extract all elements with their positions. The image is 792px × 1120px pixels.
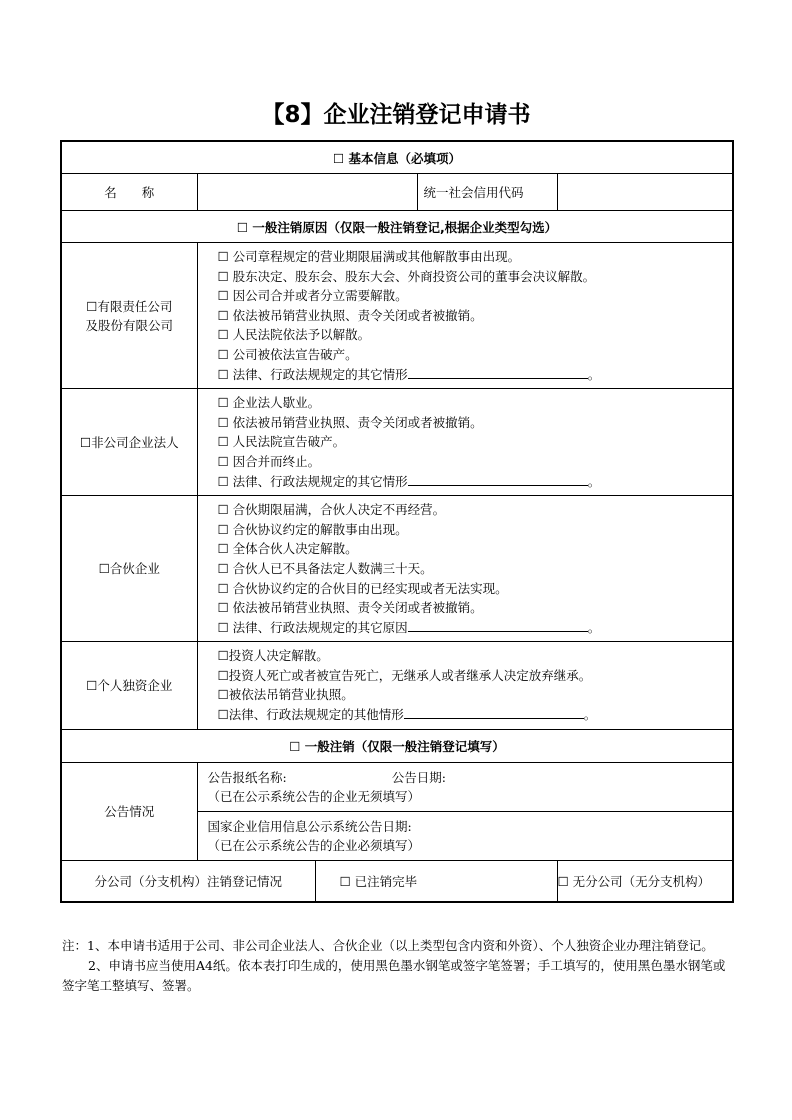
reason-option[interactable]: ☐投资人死亡或者被宣告死亡，无继承人或者继承人决定放弃继承。 (217, 667, 592, 683)
reason-option[interactable]: ☐ 股东决定、股东会、股东大会、外商投资公司的董事会决议解散。 (217, 268, 596, 284)
reason-option[interactable]: ☐法律、行政法规规定的其他情形 。 (217, 707, 597, 723)
reason-option[interactable]: ☐ 合伙协议约定的解散事由出现。 (217, 521, 408, 537)
system-date-cell[interactable] (197, 811, 733, 860)
reason-option[interactable]: ☐ 合伙期限届满，合伙人决定不再经营。 (217, 502, 446, 518)
reason-option[interactable]: ☐ 全体合伙人决定解散。 (217, 541, 358, 557)
reasons-header-main: ☐ 一般注销原因 (236, 219, 328, 235)
reasons-header[interactable] (61, 211, 733, 243)
newspaper-note: （已在公示系统公告的企业无须填写） (207, 788, 421, 804)
reason-group-row (61, 389, 733, 496)
reason-option[interactable]: ☐ 人民法院宣告破产。 (217, 434, 346, 450)
note-2: 2、申请书应当使用A4纸。依本表打印生成的，使用黑色墨水钢笔或签字笔签署；手工填写的，使用黑色墨水钢笔或签字笔工整填写、签署。 (62, 958, 726, 993)
reason-option[interactable]: ☐ 合伙人已不具备法定人数满三十天。 (217, 560, 433, 576)
reason-option[interactable]: ☐ 合伙协议约定的合伙目的已经实现或者无法实现。 (217, 580, 508, 596)
reason-options (197, 389, 733, 496)
other-reason-blank[interactable] (404, 705, 584, 719)
reason-option[interactable]: ☐ 法律、行政法规规定的其它原因 。 (217, 619, 601, 635)
other-reason-blank[interactable] (408, 472, 588, 486)
reason-option[interactable]: ☐ 依法被吊销营业执照、责令关闭或者被撤销。 (217, 600, 483, 616)
system-note: （已在公示系统公告的企业必须填写） (207, 837, 421, 853)
branch-none-checkbox[interactable]: ☐ 无分公司（无分支机构） (557, 860, 733, 902)
basic-info-header[interactable]: ☐ 基本信息（必填项） (61, 141, 733, 174)
company-type-checkbox[interactable]: ☐有限责任公司 及股份有限公司 (61, 243, 197, 389)
reason-option[interactable]: ☐ 公司章程规定的营业期限届满或其他解散事由出现。 (217, 249, 521, 264)
application-form (60, 140, 732, 903)
newspaper-cell[interactable] (197, 762, 733, 811)
reason-group-row (61, 642, 733, 729)
notes (62, 936, 730, 996)
notice-date-label: 公告日期: (391, 769, 446, 785)
reason-option[interactable]: ☐ 法律、行政法规规定的其它情形 。 (217, 366, 601, 382)
credit-code-label: 统一社会信用代码 (417, 174, 557, 211)
name-field[interactable] (197, 174, 417, 211)
reasons-header-sub: （仅限一般注销登记,根据企业类型勾选） (327, 219, 558, 235)
name-label: 名 称 (61, 174, 197, 211)
company-type-checkbox[interactable]: ☐个人独资企业 (61, 642, 197, 729)
other-reason-blank[interactable] (408, 618, 588, 632)
credit-code-field[interactable] (557, 174, 733, 211)
reason-group-row (61, 243, 733, 389)
reason-option[interactable]: ☐ 依法被吊销营业执照、责令关闭或者被撤销。 (217, 307, 483, 323)
reason-options (197, 642, 733, 729)
reason-option[interactable]: ☐ 公司被依法宣告破产。 (217, 346, 358, 362)
newspaper-label: 公告报纸名称: (207, 769, 287, 785)
reason-option[interactable]: ☐投资人决定解散。 (217, 648, 329, 664)
other-reason-blank[interactable] (408, 365, 588, 379)
system-date-label: 国家企业信用信息公示系统公告日期: (207, 818, 412, 834)
reason-group-row (61, 496, 733, 642)
reason-option[interactable]: ☐ 因公司合并或者分立需要解散。 (217, 288, 408, 304)
reason-options (197, 496, 733, 642)
branch-label: 分公司（分支机构）注销登记情况 (61, 860, 315, 902)
reason-option[interactable]: ☐ 依法被吊销营业执照、责令关闭或者被撤销。 (217, 414, 483, 430)
reason-options (197, 243, 733, 389)
company-type-checkbox[interactable]: ☐非公司企业法人 (61, 389, 197, 496)
note-1: 注：1、本申请书适用于公司、非公司企业法人、合伙企业（以上类型包含内资和外资）、个人独资企业办理注销登记。 (62, 938, 714, 953)
form-table (60, 140, 734, 903)
reason-groups (61, 243, 733, 730)
reason-option[interactable]: ☐被依法吊销营业执照。 (217, 687, 354, 703)
reason-option[interactable]: ☐ 法律、行政法规规定的其它情形 。 (217, 473, 601, 489)
branch-done-checkbox[interactable]: ☐ 已注销完毕 (315, 860, 557, 902)
reason-option[interactable]: ☐ 人民法院依法予以解散。 (217, 327, 371, 343)
page-title: 【8】企业注销登记申请书 (261, 102, 531, 128)
reason-option[interactable]: ☐ 企业法人歇业。 (217, 395, 321, 411)
company-type-checkbox[interactable]: ☐合伙企业 (61, 496, 197, 642)
reason-option[interactable]: ☐ 因合并而终止。 (217, 453, 321, 469)
notice-label: 公告情况 (61, 762, 197, 860)
general-cancel-header[interactable]: ☐ 一般注销（仅限一般注销登记填写） (61, 729, 733, 762)
